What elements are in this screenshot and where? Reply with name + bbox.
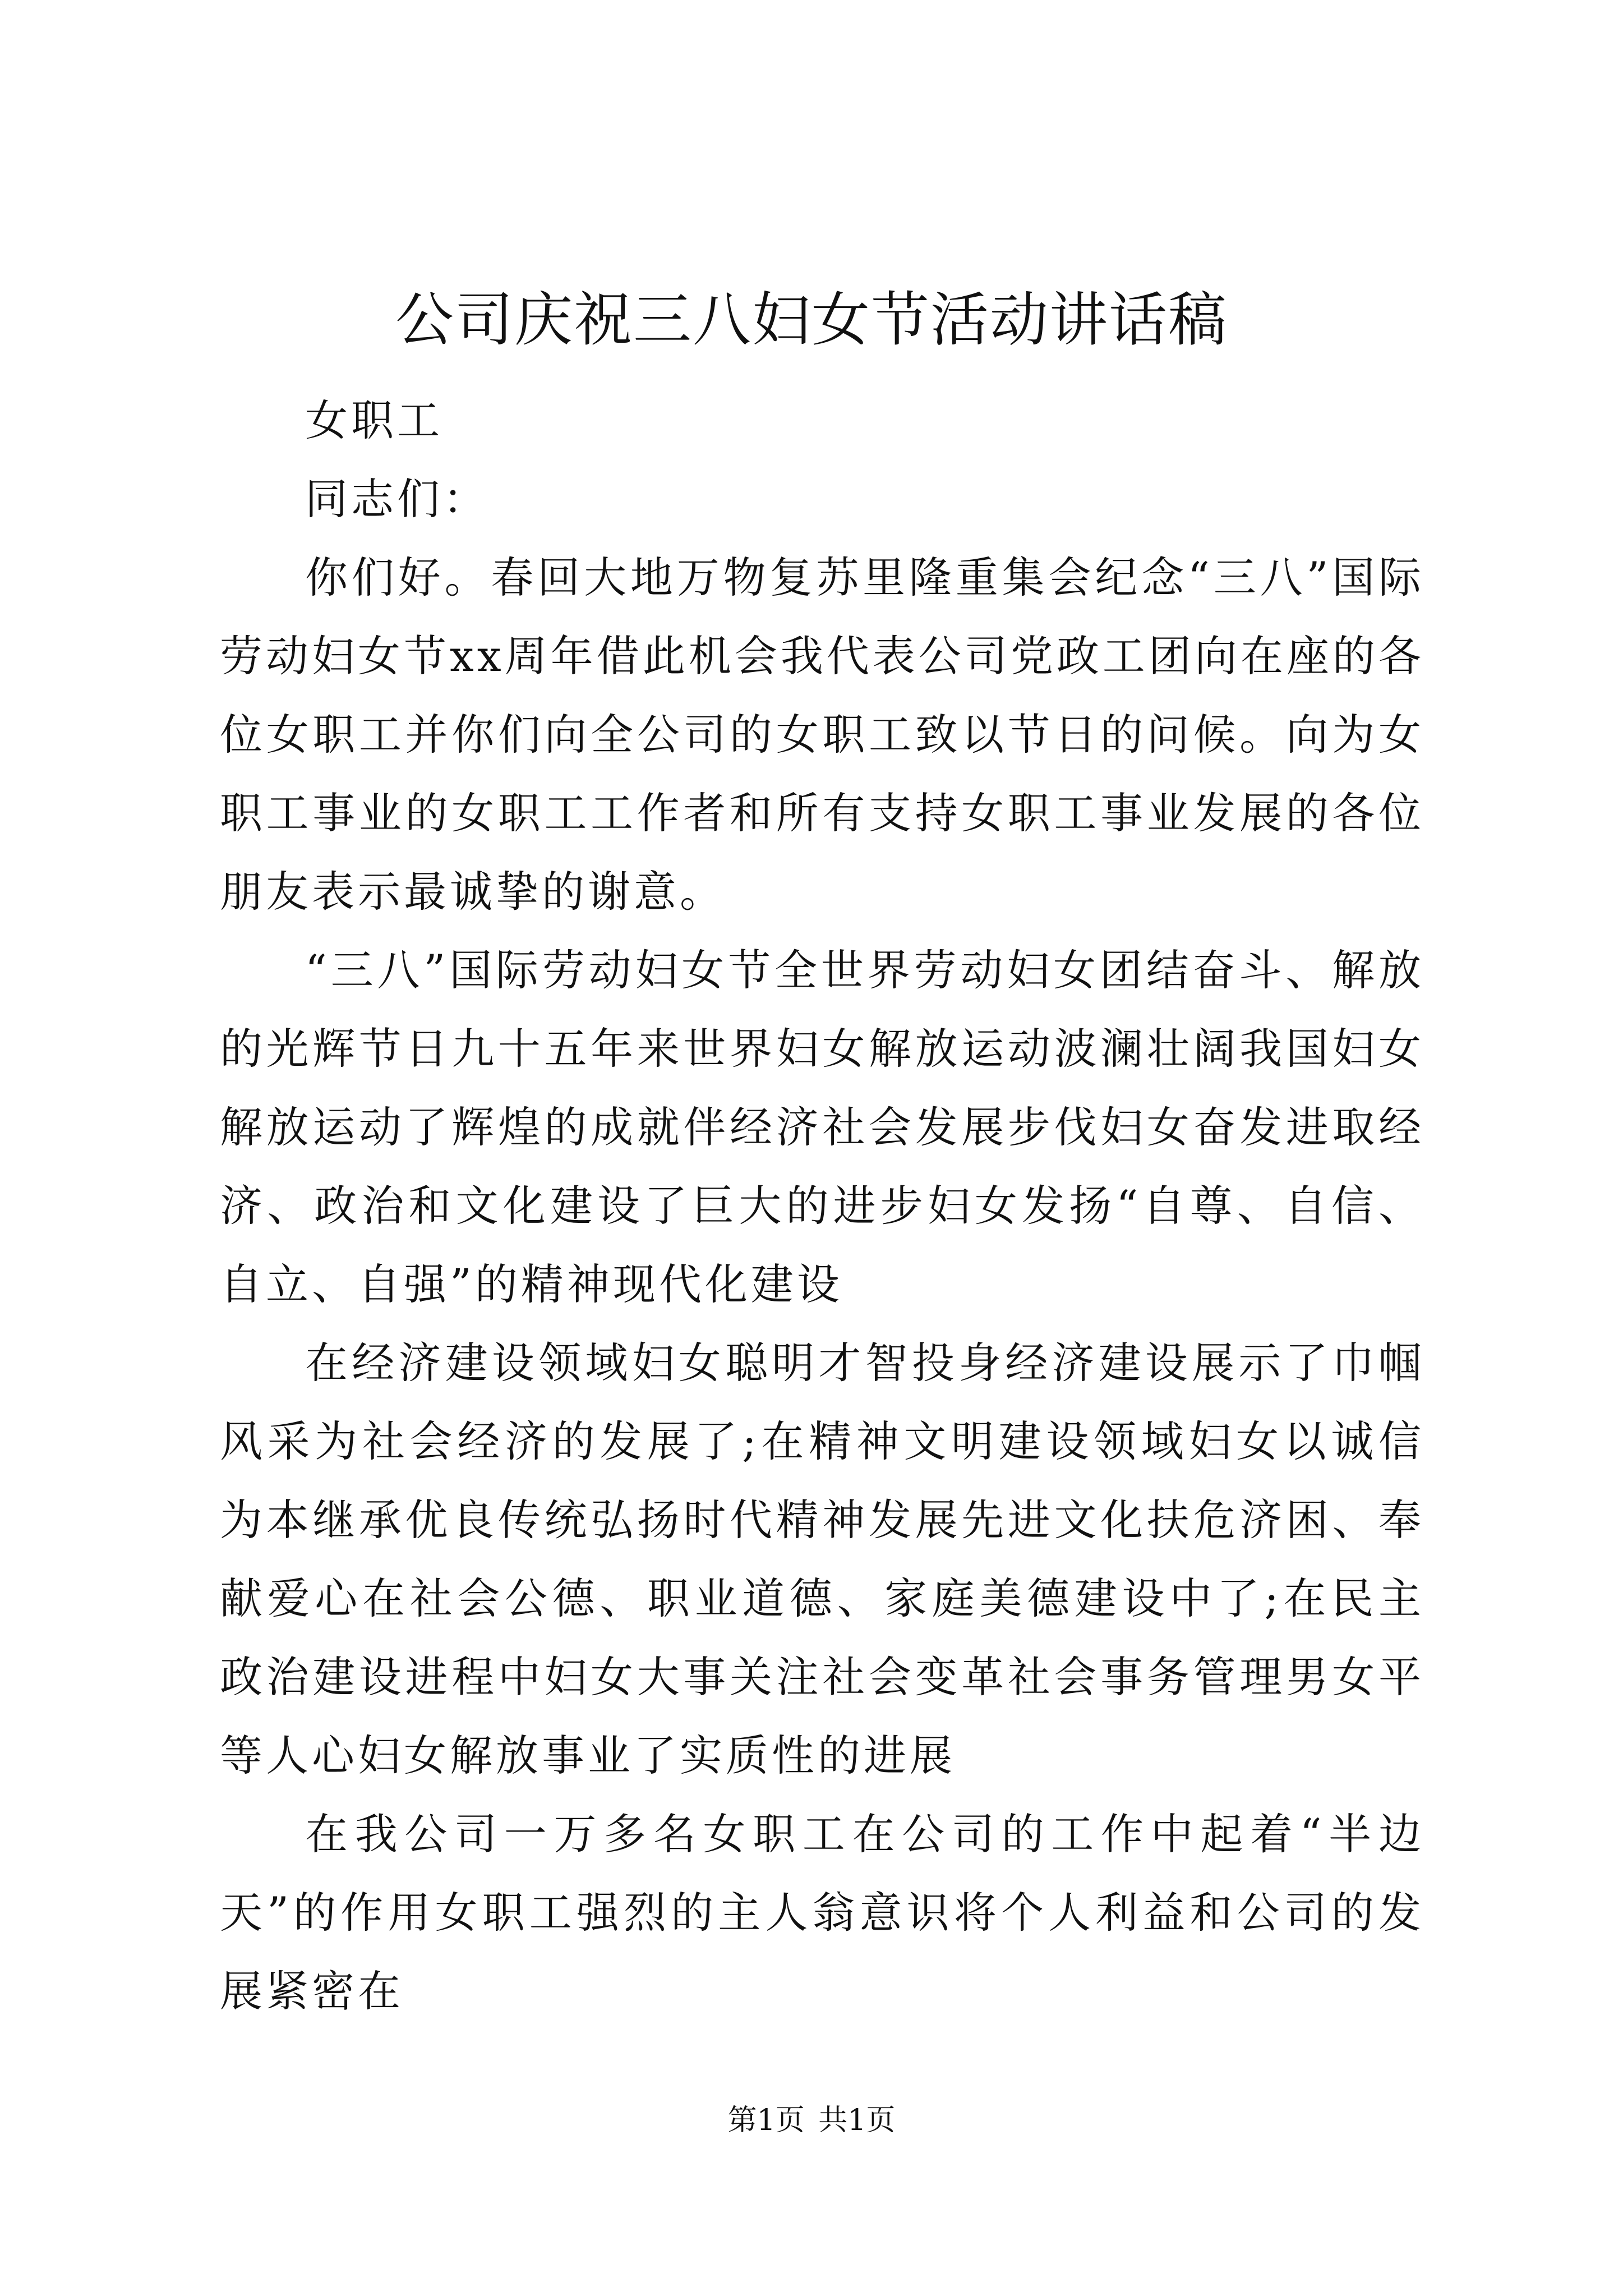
salutation-line: 同志们： (305, 474, 489, 524)
greeting-line: 女职工 (305, 395, 443, 445)
paragraph: “三八”国际劳动妇女节全世界劳动妇女团结奋斗、解放的光辉节日九十五年来世界妇女解放运动波澜壮阔我国妇女解放运动了辉煌的成就伴经济社会发展步伐妇女奋发进取经济、政治和文化建设了巨大的进步妇女发扬“自尊、自信、自立、自强”的精神现代化建设 (220, 945, 1424, 1309)
paragraph: 你们好。春回大地万物复苏里隆重集会纪念“三八”国际劳动妇女节xx周年借此机会我代表公司党政工团向在座的各位女职工并你们向全公司的女职工致以节日的问候。向为女职工事业的女职工工作者和所有支持女职工事业发展的各位朋友表示最诚挚的谢意。 (220, 553, 1424, 917)
page-footer (0, 2101, 1623, 2140)
document-title: 公司庆祝三八妇女节活动讲话稿 (395, 286, 1228, 354)
page-total: 共1页 (818, 2104, 896, 2137)
paragraph: 在我公司一万多名女职工在公司的工作中起着“半边天”的作用女职工强烈的主人翁意识将个人利益和公司的发展紧密在 (220, 1809, 1424, 2016)
page-number: 第1页 (727, 2104, 805, 2137)
document-body (220, 381, 1424, 2031)
paragraph: 在经济建设领域妇女聪明才智投身经济建设展示了巾帼风采为社会经济的发展了;在精神文明建设领域妇女以诚信为本继承优良传统弘扬时代精神发展先进文化扶危济困、奉献爱心在社会公德、职业道德、家庭美德建设中了;在民主政治建设进程中妇女大事关注社会变革社会事务管理男女平等人心妇女解放事业了实质性的进展 (220, 1338, 1424, 1780)
